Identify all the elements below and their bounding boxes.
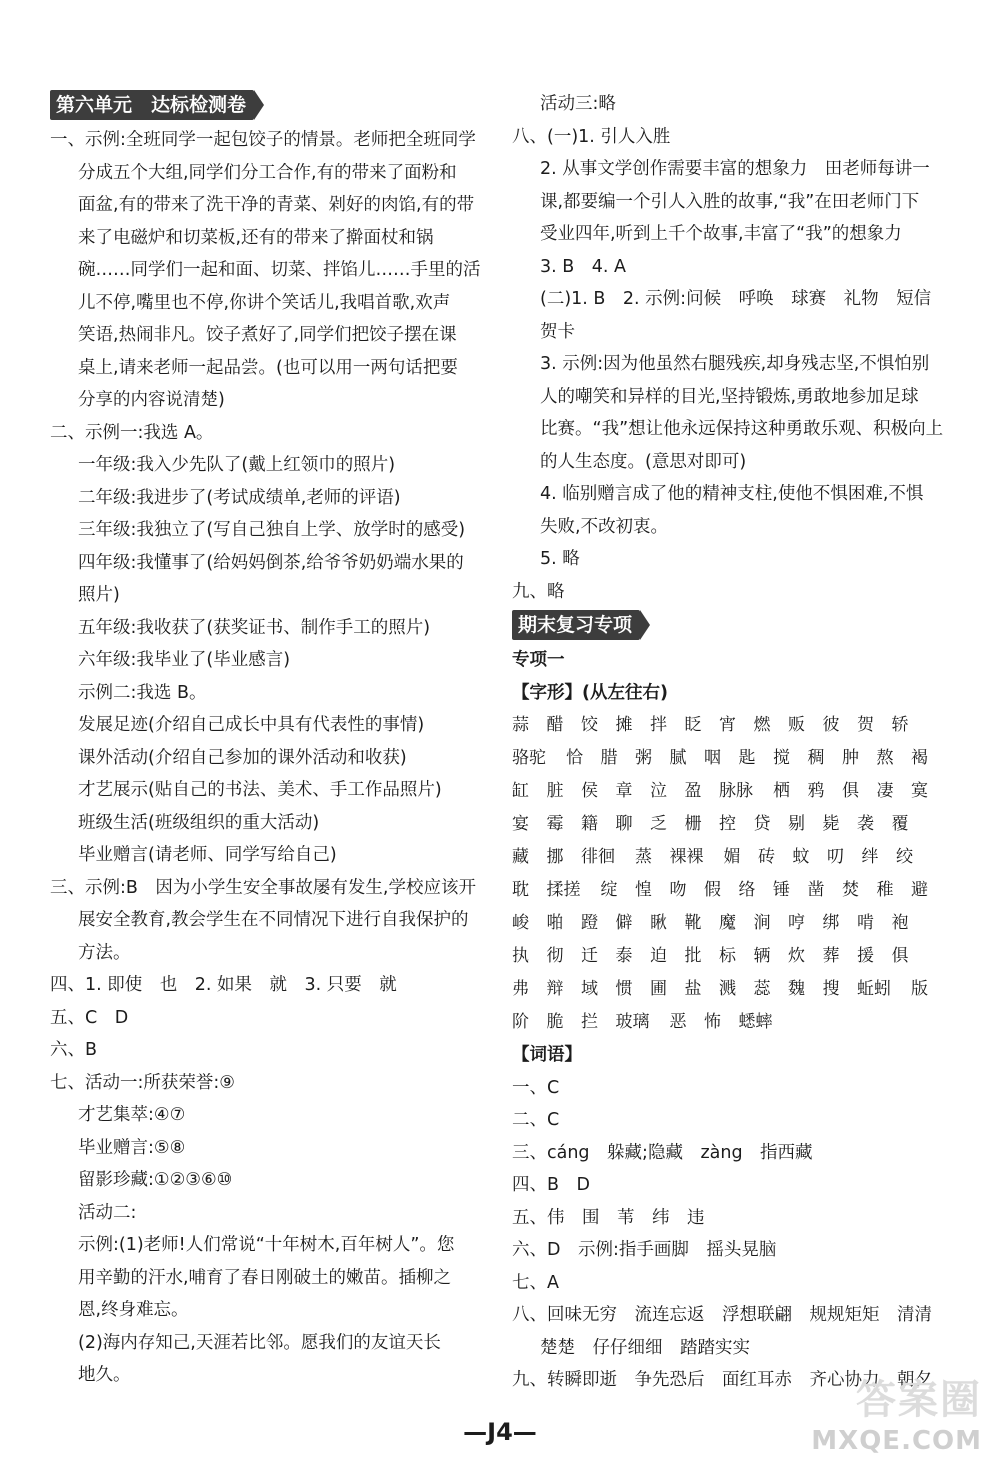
answer-line: 恩,终身难忘。 — [78, 1300, 189, 1320]
zixing-word: 彼 — [822, 715, 840, 735]
zixing-word: 啪 — [546, 913, 564, 933]
answer-line: 三、cáng 躲藏;隐藏 zàng 指西藏 — [512, 1142, 813, 1163]
zixing-word: 惶 — [635, 880, 652, 900]
zixing-word: 袍 — [891, 913, 909, 933]
answer-line: 示例:(1)老师!人们常说“十年树木,百年树人”。您 — [78, 1235, 455, 1255]
page-number: —J4— — [463, 1418, 537, 1446]
watermark-text: 答案圈 — [856, 1377, 982, 1423]
zixing-word: 肿 — [842, 748, 859, 768]
zixing-word: 络 — [738, 880, 756, 900]
answer-line: 3. 示例:因为他虽然右腿残疾,却身残志坚,不惧怕别 — [540, 354, 930, 374]
zixing-word: 搜 — [822, 979, 840, 999]
zixing-word: 凄 — [876, 781, 894, 801]
zixing-word: 叨 — [827, 847, 844, 867]
zixing-word: 盈 — [684, 781, 702, 801]
answer-line: 2. 从事文学创作需要丰富的想象力 田老师每讲一 — [540, 159, 930, 179]
zixing-word: 贺 — [857, 715, 874, 735]
answer-line: 二、C — [512, 1110, 560, 1130]
zixing-word: 袭 — [857, 814, 874, 834]
zixing-word: 籍 — [581, 814, 598, 834]
answer-line: 七、活动一:所获荣誉:⑨ — [50, 1072, 235, 1093]
zixing-word: 饺 — [581, 715, 598, 735]
answer-line: 分成五个大组,同学们分工合作,有的带来了面粉和 — [78, 162, 457, 183]
zixing-word: 俱 — [842, 781, 859, 801]
zixing-word: 恶 — [669, 1012, 687, 1032]
section-banner-final-review: 期末复习专项 — [512, 610, 640, 640]
watermark-logo — [811, 1368, 982, 1468]
zixing-word: 徘徊 — [581, 847, 615, 867]
answer-line: 发展足迹(介绍自己成长中具有代表性的事情) — [78, 715, 425, 735]
zixing-word: 挪 — [546, 847, 564, 867]
zixing-word: 辆 — [753, 946, 771, 966]
answer-line: 的人生态度。(意思对即可) — [540, 451, 747, 472]
zixing-word: 援 — [857, 946, 874, 966]
zixing-word: 栖 — [773, 781, 790, 801]
zixing-word: 惯 — [615, 979, 633, 999]
zixing-word: 藏 — [512, 847, 529, 867]
zixing-word: 骆驼 — [512, 748, 546, 768]
zixing-word: 瞅 — [650, 913, 667, 933]
zixing-word: 拦 — [581, 1012, 598, 1032]
answer-line: 六、D 示例:指手画脚 摇头晃脑 — [512, 1240, 777, 1260]
zixing-word: 轿 — [891, 715, 909, 735]
zixing-word: 迁 — [581, 946, 598, 966]
zixing-word: 稠 — [807, 748, 825, 768]
zixing-label: 【字形】(从左往右) — [512, 682, 668, 703]
answer-line: 一、示例:全班同学一起包饺子的情景。老师把全班同学 — [50, 130, 476, 150]
zixing-word: 控 — [719, 814, 736, 834]
zixing-word: 焚 — [842, 880, 859, 900]
zixing-word: 脏 — [546, 781, 564, 801]
zixing-word: 蕊 — [753, 979, 771, 999]
zixing-word: 毙 — [822, 814, 840, 834]
answer-line: 照片) — [78, 585, 120, 605]
answer-line: 方法。 — [78, 942, 131, 963]
zixing-word: 摊 — [615, 715, 633, 735]
answer-line: 儿不停,嘴里也不停,你讲个笑话儿,我唱首歌,欢声 — [78, 292, 451, 313]
zixing-grid — [512, 709, 952, 1039]
zixing-word: 腊 — [600, 748, 618, 768]
answer-line: 二年级:我进步了(考试成绩单,老师的评语) — [78, 487, 401, 508]
zixing-word: 魏 — [788, 979, 805, 999]
zixing-word: 俱 — [891, 946, 909, 966]
zixing-word: 啃 — [857, 913, 874, 933]
zixing-word: 峻 — [512, 913, 529, 933]
answer-line: 五、伟 围 苇 纬 违 — [512, 1207, 705, 1228]
answer-line: 四年级:我懂事了(给妈妈倒茶,给爷爷奶奶端水果的 — [78, 552, 464, 573]
section-title: 专项一 — [512, 650, 565, 670]
answer-line: 5. 略 — [540, 549, 580, 569]
zixing-row — [512, 874, 952, 907]
answer-line: 三、示例:B 因为小学生安全事故屡有发生,学校应该开 — [50, 877, 476, 898]
zixing-word: 葬 — [822, 946, 840, 966]
zixing-row — [512, 1006, 952, 1039]
zixing-word: 溅 — [719, 979, 736, 999]
answer-line: (二)1. B 2. 示例:问候 呼唤 球赛 礼物 短信 — [540, 289, 932, 309]
zixing-word: 批 — [684, 946, 702, 966]
answer-line: 毕业赠言:⑤⑧ — [78, 1137, 186, 1158]
zixing-word: 眨 — [684, 715, 702, 735]
answer-line: 毕业赠言(请老师、同学写给自己) — [78, 845, 337, 865]
zixing-word: 覆 — [891, 814, 909, 834]
zixing-word: 炊 — [788, 946, 805, 966]
zixing-word: 蚯蚓 — [857, 979, 891, 999]
answer-line: 九、转瞬即逝 争先恐后 面红耳赤 齐心协力 朝夕 — [512, 1370, 932, 1390]
answer-line: 才艺展示(贴自己的书法、美术、手工作品照片) — [78, 780, 442, 800]
answer-line: 失败,不改初衷。 — [540, 516, 669, 537]
zixing-word: 宵 — [719, 715, 736, 735]
answer-line: 才艺集萃:④⑦ — [78, 1105, 186, 1125]
zixing-word: 稚 — [876, 880, 894, 900]
answer-line: 展安全教育,教会学生在不同情况下进行自我保护的 — [78, 910, 469, 930]
zixing-word: 域 — [581, 979, 598, 999]
zixing-word: 绊 — [861, 847, 879, 867]
answer-line: 比赛。“我”想让他永远保持这种勇敢乐观、积极向上 — [540, 419, 944, 439]
answer-line: 分享的内容说清楚) — [78, 390, 225, 410]
answer-line: 七、A — [512, 1272, 559, 1293]
zixing-word: 脉脉 — [719, 781, 753, 801]
answer-line: 人的嘲笑和异样的目光,坚持锻炼,勇敢地参加足球 — [540, 386, 919, 407]
zixing-word: 怖 — [704, 1012, 721, 1032]
zixing-word: 假 — [704, 880, 721, 900]
zixing-word: 盐 — [684, 979, 702, 999]
zixing-word: 避 — [911, 880, 928, 900]
answer-line: 地久。 — [78, 1365, 131, 1385]
zixing-word: 媚 — [723, 847, 741, 867]
zixing-word: 醋 — [546, 715, 564, 735]
answer-line: (2)海内存知己,天涯若比邻。愿我们的友谊天长 — [78, 1332, 441, 1353]
answer-line: 用辛勤的汗水,哺育了春日刚破土的嫩苗。插柳之 — [78, 1267, 452, 1288]
answer-line: 班级生活(班级组织的重大活动) — [78, 812, 320, 833]
answer-line: 九、略 — [512, 581, 565, 602]
zixing-word: 蟋蟀 — [738, 1012, 773, 1032]
left-column — [50, 88, 490, 1392]
zixing-word: 耽 — [512, 880, 529, 900]
zixing-word: 绞 — [896, 847, 913, 867]
zixing-word: 侯 — [581, 781, 598, 801]
zixing-word: 贩 — [788, 715, 805, 735]
zixing-word: 燃 — [753, 715, 771, 735]
zixing-row — [512, 907, 952, 940]
answer-line: 贺卡 — [540, 321, 575, 342]
zixing-word: 辩 — [546, 979, 564, 999]
zixing-word: 哼 — [788, 913, 805, 933]
zixing-word: 聊 — [615, 814, 633, 834]
zixing-word: 脆 — [546, 1012, 564, 1032]
zixing-word: 弗 — [512, 979, 529, 999]
zixing-word: 绽 — [600, 880, 618, 900]
answer-line: 笑语,热闹非凡。饺子煮好了,同学们把饺子摆在课 — [78, 325, 457, 345]
answer-line: 受业四年,听到上千个故事,丰富了“我”的想象力 — [540, 224, 902, 244]
zixing-word: 宴 — [512, 814, 529, 834]
answer-line: 一年级:我入少先队了(戴上红领巾的照片) — [78, 455, 396, 475]
answer-line: 一、C — [512, 1077, 560, 1098]
zixing-word: 寞 — [911, 781, 928, 801]
answer-line: 留影珍藏:①②③⑥⑩ — [78, 1170, 233, 1190]
zixing-word: 锤 — [773, 880, 790, 900]
zixing-word: 执 — [512, 946, 529, 966]
zixing-word: 蚊 — [792, 847, 810, 867]
zixing-word: 褐 — [911, 748, 928, 768]
zixing-word: 泣 — [650, 781, 667, 801]
zixing-word: 蒜 — [512, 715, 529, 735]
zixing-word: 圃 — [650, 979, 667, 999]
zixing-word: 搅 — [773, 748, 790, 768]
answer-line: 活动二: — [78, 1202, 137, 1223]
answer-line: 二、示例一:我选 A。 — [50, 422, 214, 443]
zixing-word: 匙 — [738, 748, 756, 768]
zixing-word: 魔 — [719, 913, 736, 933]
zixing-word: 剔 — [788, 814, 805, 834]
zixing-word: 彻 — [546, 946, 564, 966]
answer-line: 碗……同学们一起和面、切菜、拌馅儿……手里的活 — [78, 260, 481, 280]
zixing-word: 凿 — [807, 880, 825, 900]
zixing-word: 泰 — [615, 946, 633, 966]
zixing-word: 腻 — [669, 748, 687, 768]
zixing-word: 揉搓 — [546, 880, 581, 900]
zixing-word: 僻 — [615, 913, 633, 933]
zixing-word: 吻 — [669, 880, 687, 900]
zixing-word: 霉 — [546, 814, 564, 834]
zixing-word: 咽 — [704, 748, 721, 768]
zixing-row — [512, 775, 952, 808]
zixing-row — [512, 973, 952, 1006]
answer-line: 楚楚 仔仔细细 踏踏实实 — [540, 1337, 750, 1358]
answer-line: 示例二:我选 B。 — [78, 682, 207, 703]
zixing-word: 缸 — [512, 781, 529, 801]
zixing-word: 章 — [615, 781, 633, 801]
zixing-word: 绑 — [822, 913, 840, 933]
zixing-word: 拌 — [650, 715, 667, 735]
answer-line: 4. 临别赠言成了他的精神支柱,使他不惧困难,不惧 — [540, 484, 924, 504]
zixing-row — [512, 808, 952, 841]
zixing-word: 涧 — [753, 913, 771, 933]
right-column — [512, 88, 952, 1397]
answer-line: 活动三:略 — [540, 94, 616, 114]
zixing-word: 标 — [719, 946, 736, 966]
zixing-word: 玻璃 — [615, 1012, 650, 1032]
zixing-word: 鸦 — [807, 781, 825, 801]
zixing-row — [512, 940, 952, 973]
zixing-word: 乏 — [650, 814, 667, 834]
zixing-word: 蹬 — [581, 913, 598, 933]
zixing-word: 阶 — [512, 1012, 529, 1032]
zixing-word: 恰 — [566, 748, 583, 768]
answer-line: 课外活动(介绍自己参加的课外活动和收获) — [78, 747, 407, 768]
zixing-word: 砖 — [758, 847, 775, 867]
answer-line: 四、B D — [512, 1175, 590, 1195]
zixing-row — [512, 742, 952, 775]
section-banner-unit6: 第六单元 达标检测卷 — [50, 90, 254, 120]
zixing-word: 靴 — [684, 913, 702, 933]
zixing-word: 版 — [911, 979, 928, 999]
answer-line: 面盆,有的带来了洗干净的青菜、剁好的肉馅,有的带 — [78, 195, 475, 215]
answer-line: 五、C D — [50, 1007, 129, 1028]
answer-line: 八、回味无穷 流连忘返 浮想联翩 规规矩矩 清清 — [512, 1305, 932, 1325]
ciyu-label: 【词语】 — [512, 1045, 582, 1065]
answer-line: 课,都要编一个引人入胜的故事,“我”在田老师门下 — [540, 191, 920, 212]
answer-line: 来了电磁炉和切菜板,还有的带来了擀面杖和锅 — [78, 227, 434, 248]
answer-line: 六年级:我毕业了(毕业感言) — [78, 650, 291, 670]
answer-line: 3. B 4. A — [540, 256, 626, 277]
zixing-word: 裸裸 — [669, 847, 704, 867]
zixing-word: 蒸 — [635, 847, 652, 867]
zixing-word: 贷 — [753, 814, 771, 834]
answer-line: 五年级:我收获了(获奖证书、制作手工的照片) — [78, 617, 431, 638]
zixing-row — [512, 841, 952, 874]
watermark-url: MXQE.COM — [811, 1426, 982, 1456]
answer-line: 桌上,请来老师一起品尝。(也可以用一两句话把要 — [78, 357, 458, 378]
zixing-word: 粥 — [635, 748, 652, 768]
answer-line: 三年级:我独立了(写自己独自上学、放学时的感受) — [78, 520, 466, 540]
answer-line: 四、1. 即使 也 2. 如果 就 3. 只要 就 — [50, 975, 397, 995]
answer-line: 六、B — [50, 1040, 98, 1060]
answer-line: 八、(一)1. 引人入胜 — [512, 126, 671, 147]
zixing-row — [512, 709, 952, 742]
zixing-word: 迫 — [650, 946, 667, 966]
zixing-word: 栅 — [684, 814, 702, 834]
zixing-word: 熬 — [876, 748, 894, 768]
